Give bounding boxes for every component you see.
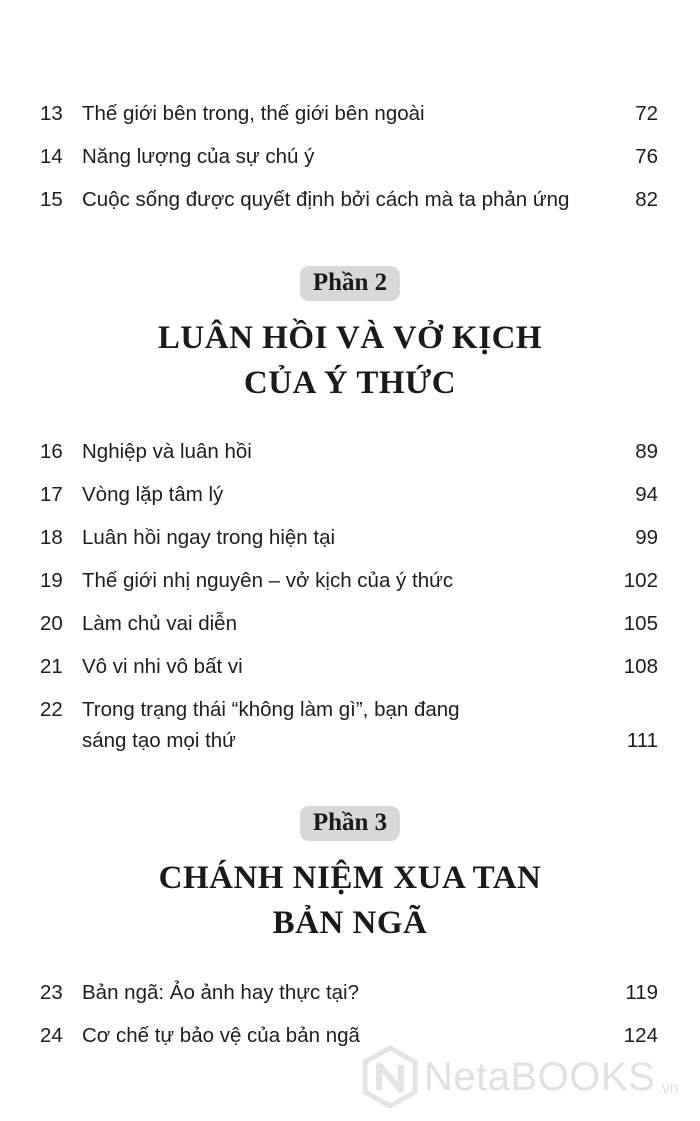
entry-page: 72	[635, 102, 658, 125]
toc-entry	[40, 980, 658, 1023]
toc-list-part-2	[40, 439, 658, 759]
entry-page: 76	[635, 145, 658, 168]
entry-number: 14	[40, 145, 63, 168]
entry-page: 94	[635, 483, 658, 506]
entry-page: 99	[635, 526, 658, 549]
entry-page: 105	[623, 612, 658, 635]
toc-entry	[40, 144, 658, 187]
entry-title: Trong trạng thái “không làm gì”, bạn đang sáng tạo mọi thứ	[82, 698, 460, 752]
entry-title: Bản ngã: Ảo ảnh hay thực tại?	[82, 981, 360, 1004]
entry-number: 13	[40, 102, 63, 125]
entry-number: 23	[40, 981, 63, 1004]
entry-title: Làm chủ vai diễn	[82, 612, 237, 635]
part-2-badge: Phần 2	[300, 266, 400, 301]
entry-number: 24	[40, 1024, 63, 1047]
toc-entry	[40, 482, 658, 525]
entry-number: 19	[40, 569, 63, 592]
part-3-badge: Phần 3	[300, 806, 400, 841]
part-3-title: CHÁNH NIỆM XUA TAN BẢN NGÃ	[158, 860, 542, 941]
entry-number: 20	[40, 612, 63, 635]
entry-number: 17	[40, 483, 63, 506]
toc-list-top	[40, 101, 658, 230]
entry-title: Thế giới nhị nguyên – vở kịch của ý thức	[82, 569, 454, 592]
watermark-brand: NetaBOOKS	[424, 1054, 656, 1099]
toc-entry	[40, 525, 658, 568]
entry-title: Vô vi nhi vô bất vi	[82, 655, 243, 678]
toc-entry	[40, 654, 658, 697]
netabooks-logo-icon	[362, 1046, 418, 1108]
toc-entry	[40, 568, 658, 611]
entry-number: 16	[40, 440, 63, 463]
entry-page: 82	[635, 188, 658, 211]
entry-title: Cơ chế tự bảo vệ của bản ngã	[82, 1024, 360, 1047]
entry-number: 15	[40, 188, 63, 211]
part-2-title: LUÂN HỒI VÀ VỞ KỊCH CỦA Ý THỨC	[157, 320, 543, 401]
entry-page: 102	[623, 569, 658, 592]
entry-title: Vòng lặp tâm lý	[82, 483, 224, 506]
entry-title: Năng lượng của sự chú ý	[82, 145, 315, 168]
toc-entry	[40, 611, 658, 654]
toc-entry	[40, 101, 658, 144]
entry-page: 108	[623, 655, 658, 678]
entry-title: Nghiệp và luân hồi	[82, 440, 252, 463]
entry-page: 124	[623, 1024, 658, 1047]
entry-title: Thế giới bên trong, thế giới bên ngoài	[82, 102, 425, 125]
watermark	[362, 1046, 679, 1108]
entry-page: 111	[626, 729, 658, 752]
entry-page: 89	[635, 440, 658, 463]
entry-number: 22	[40, 698, 63, 721]
entry-title: Luân hồi ngay trong hiện tại	[82, 526, 336, 549]
toc-entry	[40, 697, 658, 759]
entry-page: 119	[625, 981, 658, 1004]
entry-number: 21	[40, 655, 63, 678]
entry-title: Cuộc sống được quyết định bởi cách mà ta phản ứng	[82, 188, 570, 211]
watermark-suffix: .vn	[657, 1080, 679, 1097]
toc-entry	[40, 187, 658, 230]
toc-entry	[40, 439, 658, 482]
entry-number: 18	[40, 526, 63, 549]
